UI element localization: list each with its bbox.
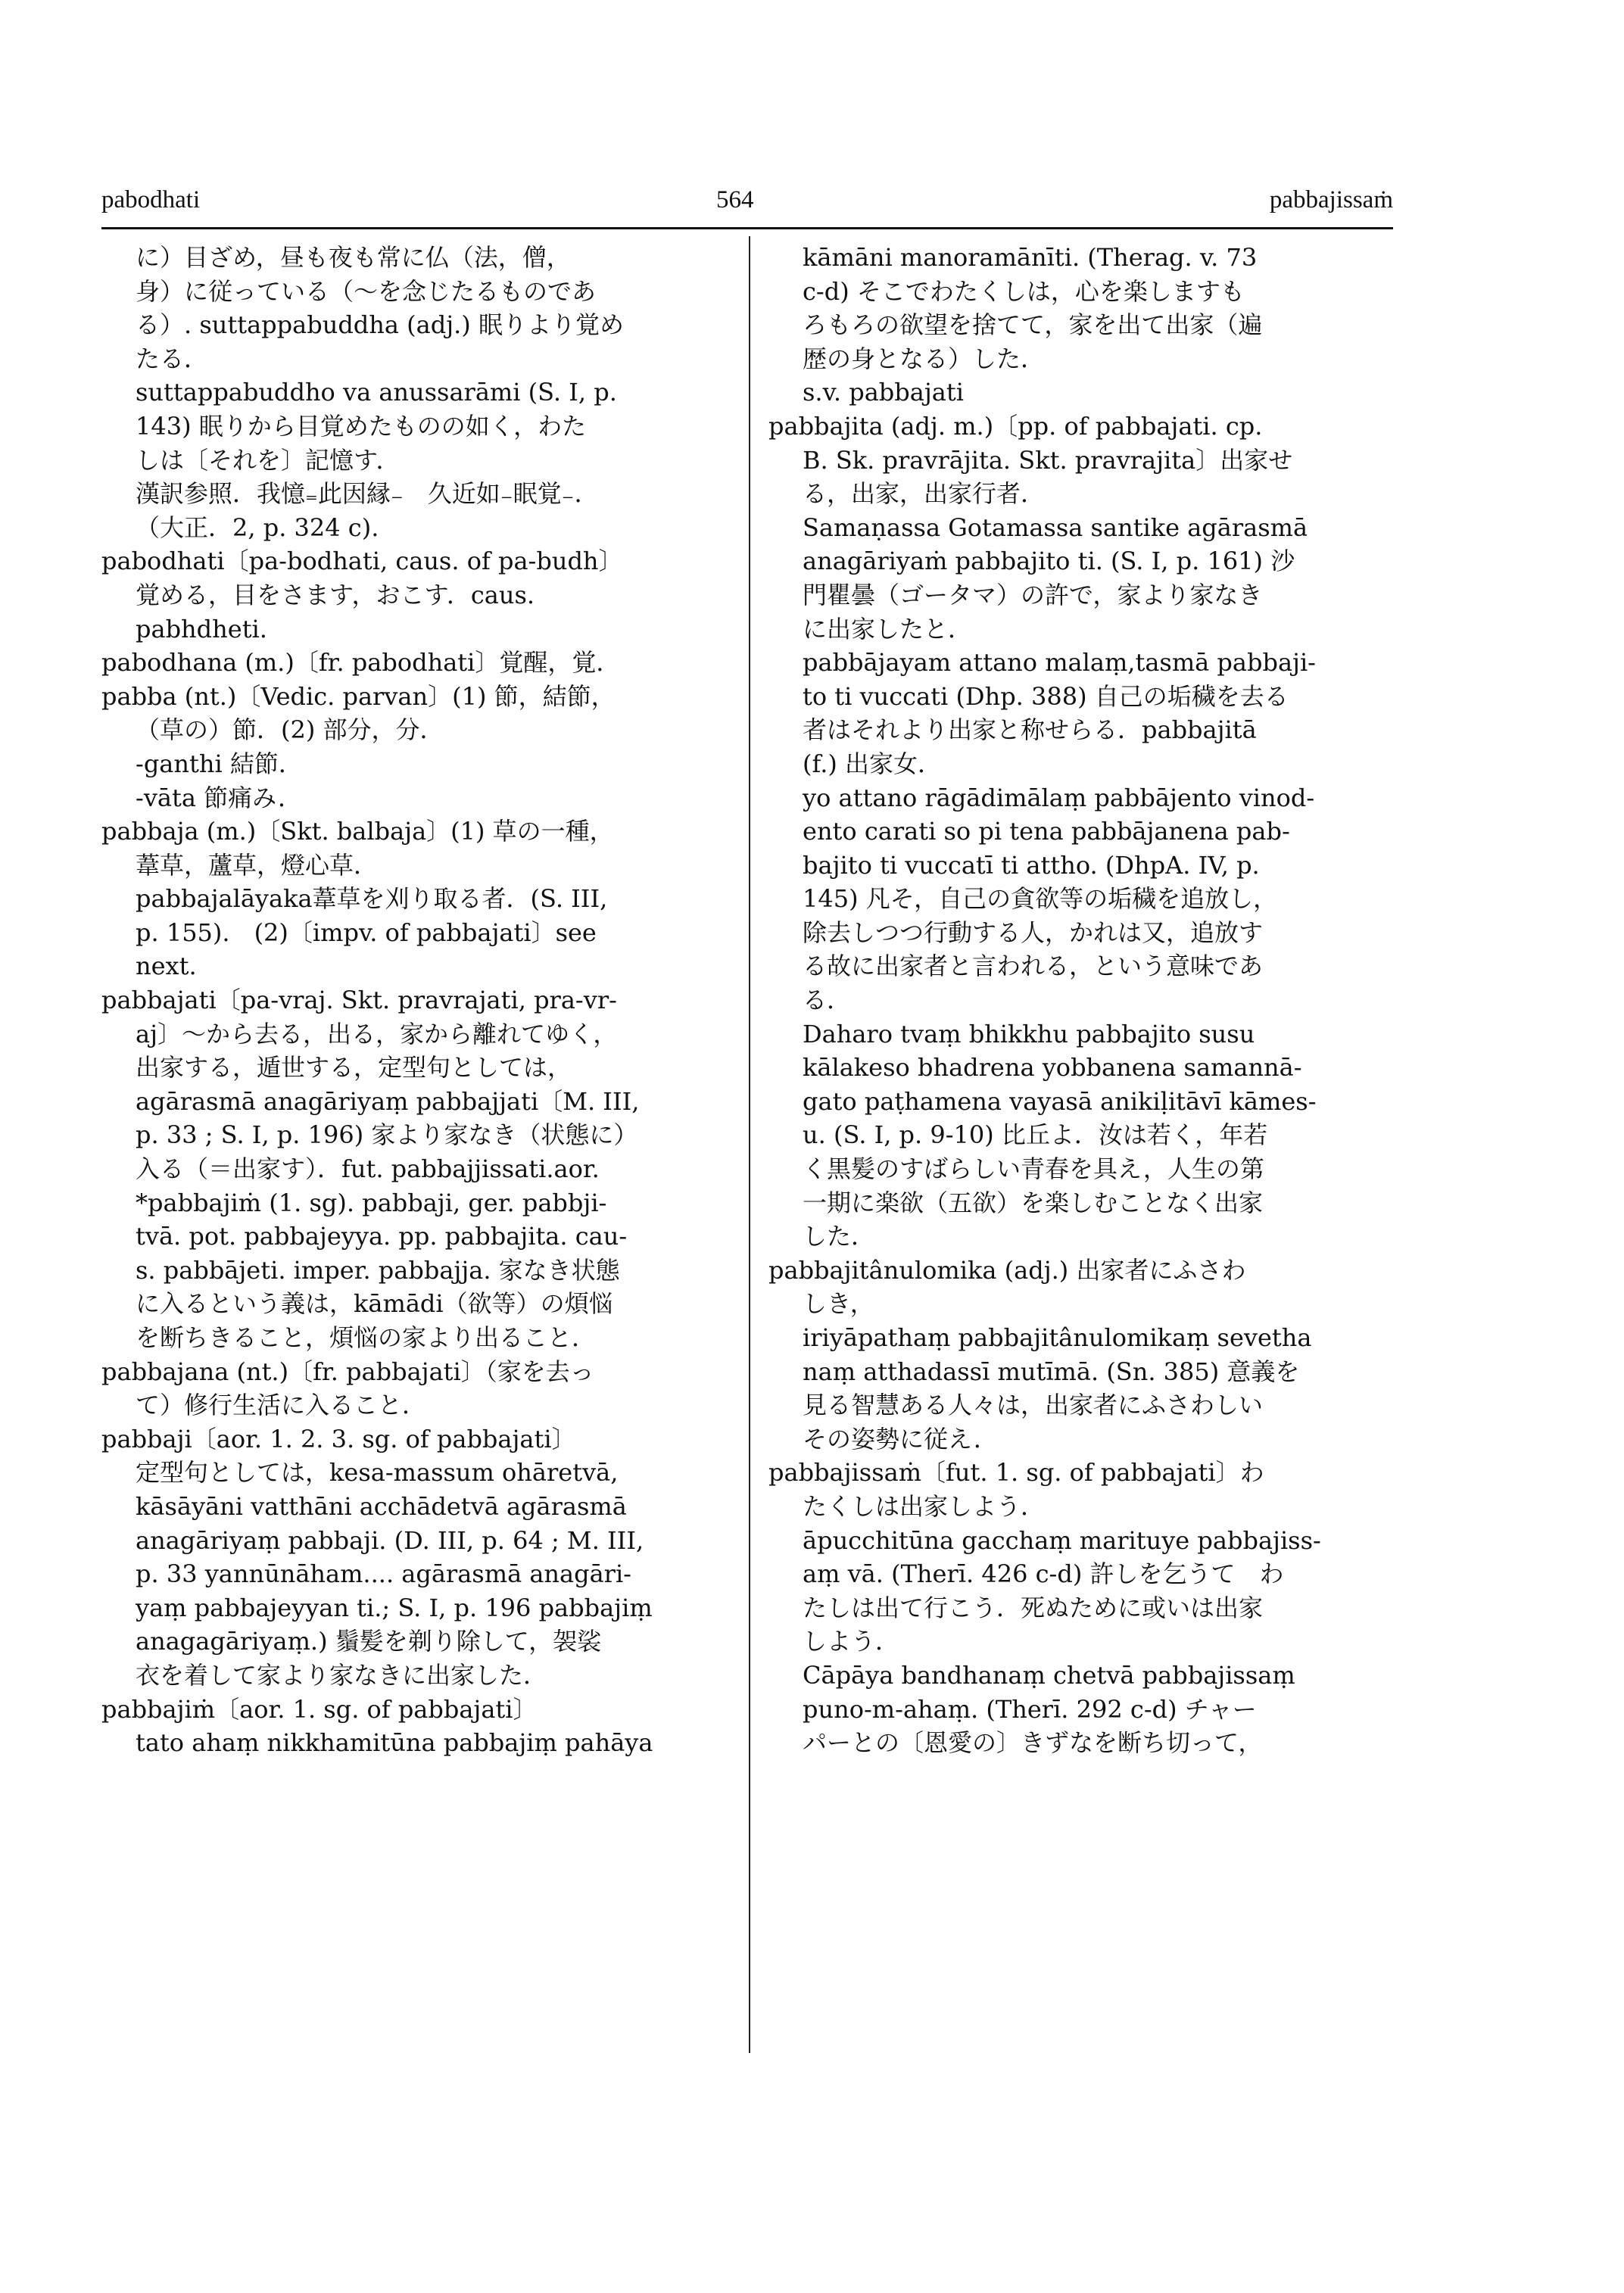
column-divider <box>749 236 750 2053</box>
right-block-1: pabbajita (adj. m.)〔pp. of pabbajati. cp. B. Sk. pravrājita. Skt. pravrajita〕出家せ る，出家，出家行者． <box>768 411 1293 509</box>
header-left-word: pabodhati <box>101 186 201 213</box>
left-block-7: pabbajalāyaka葦草を刈り取る者．(S. III, p. 155). (2)〔impv. of pabbajati〕see next. <box>136 884 608 981</box>
header-right-word: pabbajissaṁ <box>1269 186 1393 213</box>
right-block-6: pabbajitânulomika (adj.) 出家者にふさわ しき， <box>768 1255 1246 1319</box>
left-block-11: pabbajiṁ〔aor. 1. sg. of pabbajati〕 tato ahaṃ nikkhamitūna pabbajiṃ pahāya <box>101 1694 653 1758</box>
right-column <box>768 241 1393 1760</box>
left-block-8: pabbajati〔pa-vraj. Skt. pravrajati, pra-vr- aj〕〜から去る，出る，家から離れてゆく， 出家する，遁世する，定型句としては， agārasmā anagāriyaṃ pabbajjati〔M. III, p. 33 ; S. I, p. 196) 家より家なき（状態に） 入る（＝出家す）．fut. pabbajjissati.aor. *pabbajiṁ (1. sg). pabbaji, ger. pabbji- tvā. pot. pabbajeyya. pp. pabbajita. cau- s. pabbājeti. imper. pabbajja. 家なき状態 に入るという義は，kāmādi（欲等）の煩悩 を断ちきること，煩悩の家より出ること． <box>101 986 640 1352</box>
right-block-2: Samaṇassa Gotamassa santike agārasmā anagāriyaṁ pabbajito ti. (S. I, p. 161) 沙 門瞿曇（ゴータマ）の許で，家より家なき に出家したと． <box>803 512 1308 643</box>
left-block-0: に）目ざめ，昼も夜も常に仏（法，僧， 身）に従っている（〜を念じたるものであ る）. suttappabuddha (adj.) 眠りより覚め たる． <box>136 243 624 373</box>
left-block-6: pabbaja (m.)〔Skt. balbaja〕(1) 草の一種， 葦草，蘆草，燈心草． <box>101 817 614 880</box>
right-block-9: āpucchitūna gacchaṃ marituye pabbajiss- aṃ vā. (Therī. 426 c-d) 許しを乞うて わ たしは出て行こう．死ぬために或いは出家 しよう． <box>803 1525 1321 1656</box>
right-block-10: Cāpāya bandhanaṃ chetvā pabbajissaṃ puno-m-ahaṃ. (Therī. 292 c-d) チャー パーとの〔恩愛の〕きずなを断ち切って， <box>803 1660 1295 1758</box>
left-block-5: -ganthi 結節． -vāta 節痛み． <box>136 749 303 812</box>
right-block-7: iriyāpathaṃ pabbajitânulomikaṃ sevetha naṃ atthadassī mutīmā. (Sn. 385) 意義を 見る智慧ある人々は，出家者にふさわしい その姿勢に従え． <box>803 1323 1312 1453</box>
left-block-9: pabbajana (nt.)〔fr. pabbajati〕（家を去っ て）修行生活に入ること． <box>101 1357 594 1420</box>
right-block-3: pabbājayam attano malaṃ,tasmā pabbaji- to ti vuccati (Dhp. 388) 自己の垢穢を去る 者はそれより出家と称せらる．pabbajitā (f.) 出家女． <box>803 648 1316 778</box>
left-block-4: pabba (nt.)〔Vedic. parvan〕(1) 節，結節， （草の）節．(2) 部分，分． <box>101 681 616 745</box>
left-block-10: pabbaji〔aor. 1. 2. 3. sg. of pabbajati〕 定型句としては，kesa-massum ohāretvā, kāsāyāni vatthāni acchādetvā agārasmā anagāriyaṃ pabbaji. (D. III, p. 64 ; M. III, p. 33 yannūnāham.... agārasmā anagāri- yaṃ pabbajeyyan ti.; S. I, p. 196 pabbajiṃ anagagāriyaṃ.) 鬚髪を剃り除して，袈裟 衣を着して家より家なきに出家した． <box>101 1424 653 1690</box>
header-rule <box>101 227 1393 229</box>
page-header <box>101 186 1393 223</box>
right-block-8: pabbajissaṁ〔fut. 1. sg. of pabbajati〕わ たくしは出家しよう． <box>768 1458 1264 1521</box>
left-block-3: pabodhana (m.)〔fr. pabodhati〕覚醒，覚． <box>101 648 621 678</box>
left-column <box>101 241 722 1760</box>
right-block-4: yo attano rāgādimālaṃ pabbājento vinod- ento carati so pi tena pabbājanena pab- bajito ti vuccatī ti attho. (DhpA. IV, p. 145) 凡そ，自己の貪欲等の垢穢を追放し， 除去しつつ行動する人，かれは又，追放す る故に出家者と言われる，という意味であ る． <box>803 783 1315 1015</box>
page-number: 564 <box>716 186 754 213</box>
left-block-1: suttappabuddho va anussarāmi (S. I, p. 143) 眠りから目覚めたものの如く，わた しは〔それを〕記憶す． 漢訳参照．我憶₌此因縁₋ 久近如₋眠覚₋． （大正．2, p. 324 c). <box>136 378 617 542</box>
right-block-5: Daharo tvaṃ bhikkhu pabbajito susu kālakeso bhadrena yobbanena samannā- gato paṭhamena vayasā anikiḷitāvī kāmes- u. (S. I, p. 9-10) 比丘よ．汝は若く，年若 く黒髪のすばらしい青春を具え，人生の第 一期に楽欲（五欲）を楽しむことなく出家 した． <box>803 1019 1317 1251</box>
left-block-2: pabodhati〔pa-bodhati, caus. of pa-budh〕 覚める，目をさます，おこす．caus. pabhdheti. <box>101 547 623 643</box>
right-block-0: kāmāni manoramānīti. (Therag. v. 73 c-d) そこでわたくしは，心を楽しますも ろもろの欲望を捨てて，家を出て出家（遍 歴の身となる）した． s.v. pabbajati <box>803 243 1263 407</box>
